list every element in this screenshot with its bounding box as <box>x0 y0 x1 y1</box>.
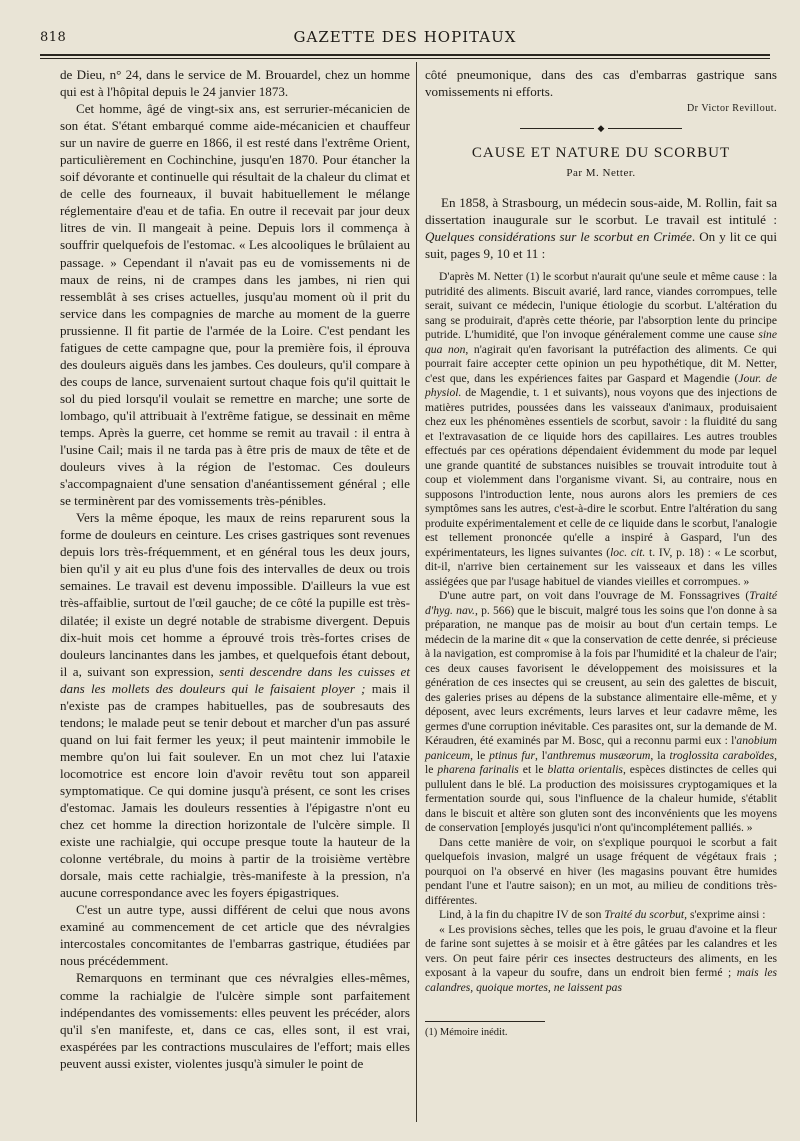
text-run: , le <box>470 748 490 762</box>
text-run: . On y lit ce qui suit, pages 9, 10 et 11 : <box>425 229 777 262</box>
paragraph <box>60 509 410 901</box>
text-run: « Les provisions sèches, telles que les pois, le gruau d'avoine et la fleur de farine sont sujettes à se moisir et à être gâtées par les calandres et les vers. On peut faire périr ces insectes destructeurs des aliments, en les exposant à la vapeur du soufre, dans un endroit bien fermé ; <box>425 922 777 980</box>
italic-run: sine qua non <box>425 328 777 356</box>
article-signature: Dr Victor Revillout. <box>686 103 777 115</box>
header-rule <box>40 54 770 56</box>
text-run: et le <box>518 763 548 777</box>
italic-run: ptinus fur <box>489 748 535 762</box>
paragraph: de Dieu, n° 24, dans le service de M. Brouardel, chez un homme qui est à l'hôpital depuis le 24 janvier 1873. <box>60 67 410 100</box>
page-number: 818 <box>40 30 67 45</box>
paragraph <box>425 908 777 923</box>
text-run: , la <box>650 748 670 762</box>
paragraph: Cet homme, âgé de vingt-six ans, est serrurier-mécanicien de son état. S'étant embarqué comme aide-mécanicien et chauffeur sur un navire de guerre en 1866, il est resté dans l'extrême Orient, particulièrement en Cochinchine, jusqu'en 1870. Pour étancher la soif dévorante et continuelle qui résultait de la chaleur du climat et de celle des fourneaux, il buvait habituellement le mélange réglementaire d'eau et de tafia. En outre il recevait par jour deux litres de vin. Il mangeait à peine. Depuis lors il commença à souffrir quelquefois de l'estomac. « Les alcooliques le brûlaient au passage. » Cependant il n'avait pas eu de vomissements ni de maux de reins, ni de crampes dans les jambes, ni rien qui ressemblât à ses crises actuelles, jusqu'au moment où il prit du service dans les compagnies de marche au moment de la guerre prussienne. Il fit partie de l'armée de la Loire. C'est pendant les fatigues de cette campagne que, pour la première fois, il éprouva des douleurs aiguës dans les jambes. Ces douleurs, qu'il compare à des coups de lance, survenaient surtout chaque fois qu'il quittait le sol du pied lorsqu'il voulait se remettre en marche; une sorte de lombago, qu'il attribuait à l'extrême fatigue, se dessinait en même temps. Après la guerre, cet homme se remit au travail : il entra à l'usine Cail; mais il ne tarda pas à être pris de maux de tête et de douleurs vives à la région de l'estomac. Ces douleurs s'accompagnaient d'une sensation d'anéantissement général ; elle se terminèrent par des vomissements très-pénibles. <box>60 101 410 509</box>
italic-run: Jour. de physiol. <box>425 371 777 400</box>
paragraph <box>425 923 777 996</box>
right-column <box>425 66 777 1039</box>
text-run: D'après M. Netter (1) le scorbut n'aurait qu'une seule et même cause : la putridité des aliments. Biscuit avarié, lard rance, viandes corrompues, telle serait, suivant ce médecin, l'unique étiologie du scorbut. L'altération du sang se produirait, d'après cette théorie, par l'absorption lente du principe putride. L'humidité, que l'on invoque généralement comme une cause <box>425 270 777 342</box>
italic-run: Traité du scorbut, <box>604 908 688 922</box>
italic-run: troglossita caraboïdes <box>669 748 775 762</box>
italic-run: anobium paniceum <box>425 734 777 762</box>
text-run: , espèces distinctes de celles qui pullulent dans le blé. La production des moisissures cryptogamiques et la fermentation sourde qui, sous l'influence de la chaleur humide, s'établit dans le biscuit et altère son gluten sont des inconvénients que les moyens de conservation [employés jusqu'ici n'ont qu'incomplétement palliés. » <box>425 763 778 835</box>
text-run: de Magendie, t. 1 et suivants), nous voyons que des injections de matières putrides, poussées dans les vaisseaux d'animaux, produisaient chez eux les phénomènes essentiels de scorbut, savoir : la fluidité du sang et l'extravasation de ce liquide hors des capillaires. Les autres troubles effectués par ces opérations dépendaient évidemment du mode par lequel une grande quantité de substances nuisibles se trouvait introduite tout à coup et violemment dans l'organisme vivant. Si, au contraire, nous en supposons l'introduction lente, nous aurons alors les premiers de ces symptômes sans les autres, c'est-à-dire le scorbut. Entre l'altération du sang produite expérimentalement et celle de ce liquide dans le scorbut, l'analogie est tellement prononcée qu'elle a inspiré à Gaspard, l'un des expérimentateurs, les lignes suivantes ( <box>425 386 777 559</box>
paragraph: côté pneumonique, dans des cas d'embarras gastrique sans vomissements ni efforts. <box>425 67 777 100</box>
italic-run: mais les calandres, quoique mortes, ne laissent pas <box>425 966 777 994</box>
text-run: , le <box>425 748 778 777</box>
italic-run: loc. cit. <box>610 545 646 559</box>
paragraph <box>425 589 777 836</box>
paragraph: Remarquons en terminant que ces névralgies elles-mêmes, comme la rachialgie de l'ulcère simple sont parfaitement indépendantes des vomissements: elles peuvent les précéder, alors qu'il s'en manifeste, et, dans ce cas, elles sont, il est vrai, exaspérées par les contractions musculaires de l'effort; mais elles peuvent aussi exister, violentes jusqu'à simuler le point de <box>60 970 410 1071</box>
text-run: Vers la même époque, les maux de reins reparurent sous la forme de douleurs en ceinture. Les crises gastriques sont revenues depuis lors très-fréquemment, et en général tous les deux jours, bien qu'il y ait eu plus d'une fois des intervalles de deux ou trois semaines. Le travail est devenu impossible. D'ailleurs la vue est très-affaiblie, surtout de l'œil gauche; de ce côté la pupille est très-dilatée; il existe un degré notable de strabisme divergent. Depuis dix-huit mois cet homme a éprouvé trois très-fortes crises de douleurs lancinantes dans les jambes, et quelquefois étant debout, il a, suivant son expression, <box>60 510 410 679</box>
article-title: CAUSE ET NATURE DU SCORBUT <box>471 145 731 162</box>
paragraph: C'est un autre type, aussi différent de celui que nous avons examiné au commencement de cet article que des névralgies intercostales concomitantes de l'embarras gastrique, étudiées par nous précédemment. <box>60 902 410 969</box>
text-run: s'exprime ainsi : <box>687 908 766 922</box>
ornament-icon: ◆ <box>597 122 605 133</box>
text-run: , p. 566) que le biscuit, malgré tous les soins que l'on donne à sa préparation, ne manque pas de moisir au bout d'un certain temps. Le médecin de la marine dit « que la conservation de cette denrée, si précieuse à la navigation, est compromise à la fois par l'humidité et la chaleur de l'air; ces deux causes favorisent le développement des moisissures et la génération de ces insectes qui se creusent, au sein des galettes de biscuit, des galeries prises au dépens de la substance alimentaire elle-même, et y déposent, avec leurs excréments, leurs larves et leur cadavre même, les germes d'une corruption inévitable. Ces parasites ont, sur la demande de M. Kéraudren, été examinés par M. Bosc, qui a reconnu parmi eux : l' <box>425 603 778 748</box>
text-run: Lind, à la fin du chapitre IV de son <box>439 908 605 922</box>
paragraph: Dans cette manière de voir, on s'explique pourquoi le scorbut a fait quelquefois invasion, malgré un usage fréquent de végétaux frais ; pourquoi on l'a observé en hiver (les magasins pouvant être humides pendant l'une et l'autre saison); en un mot, au milieu de conditions très-différentes. <box>425 835 777 907</box>
footnote-rule <box>425 1021 545 1022</box>
footnote: (1) Mémoire inédit. <box>425 1027 508 1039</box>
text-run: , l' <box>534 748 548 762</box>
text-run: D'une autre part, on voit dans l'ouvrage de M. Fonssagrives ( <box>439 589 750 603</box>
italic-run: pharena farinalis <box>437 763 519 777</box>
text-run: En 1858, à Strasbourg, un médecin sous-aide, M. Rollin, fait sa dissertation inaugurale sur le scorbut. Le travail est intitulé : <box>425 195 777 228</box>
italic-run: blatta orientalis <box>547 763 623 777</box>
column-divider <box>416 62 417 1122</box>
italic-run: anthremus musæorum <box>547 748 651 762</box>
header-rule-thin <box>40 58 770 59</box>
paragraph <box>425 270 777 589</box>
page-header <box>40 26 770 52</box>
text-run: , n'agirait qu'en favorisant la putréfaction des aliments. Ce qui pourrait faire accepter cette opinion un peu hypothétique, dit M. Netter, c'est que, dans les expériences faites par Gaspard et Magendie ( <box>425 342 778 385</box>
left-column <box>60 66 410 1072</box>
italic-run: Traité d'hyg. nav. <box>425 589 777 617</box>
italic-run: senti descendre dans les cuisses et dans les mollets des douleurs qui le faisaient ployer ; <box>60 663 410 696</box>
italic-run: Quelques considérations sur le scorbut en Crimée <box>425 229 692 245</box>
text-run: mais il n'existe pas de crampes habituelles, pas de soubresauts des tendons; le malade peut se tenir debout et marcher d'un pas assuré quand on lui fait fermer les yeux; il peut maintenir immobile le membre qu'on lui fait soulever. En un mot chez lui l'ataxie locomotrice est encore loin d'avoir revêtu tout son appareil symptomatique. Ce qui domine jusqu'à présent, ce sont les crises d'estomac. Jamais les douleurs ressenties à l'épigastre n'ont eu chez cet homme la direction horizontale de l'ulcère simple. Il existe une rachialgie, qui occupe presque toute la hauteur de la colonne vertébrale, du moins à partir de la troisième vertèbre dorsale, mais cette rachialgie, très-manifeste à la pression, n'a aucune correspondance avec les foyers épigastriques. <box>60 680 410 901</box>
section-separator <box>425 123 777 133</box>
journal-title: GAZETTE DES HOPITAUX <box>293 28 517 46</box>
text-run: t. IV, p. 18) : « Le scorbut, dit-il, n'arrive bien certainement sur les vaisseaux et dans les villes assiégées que par l'usage habituel de viandes vieilles et corrompues. » <box>425 545 778 588</box>
quoted-passage <box>425 270 777 995</box>
article-author: Par M. Netter. <box>566 167 636 180</box>
paragraph <box>425 194 777 262</box>
